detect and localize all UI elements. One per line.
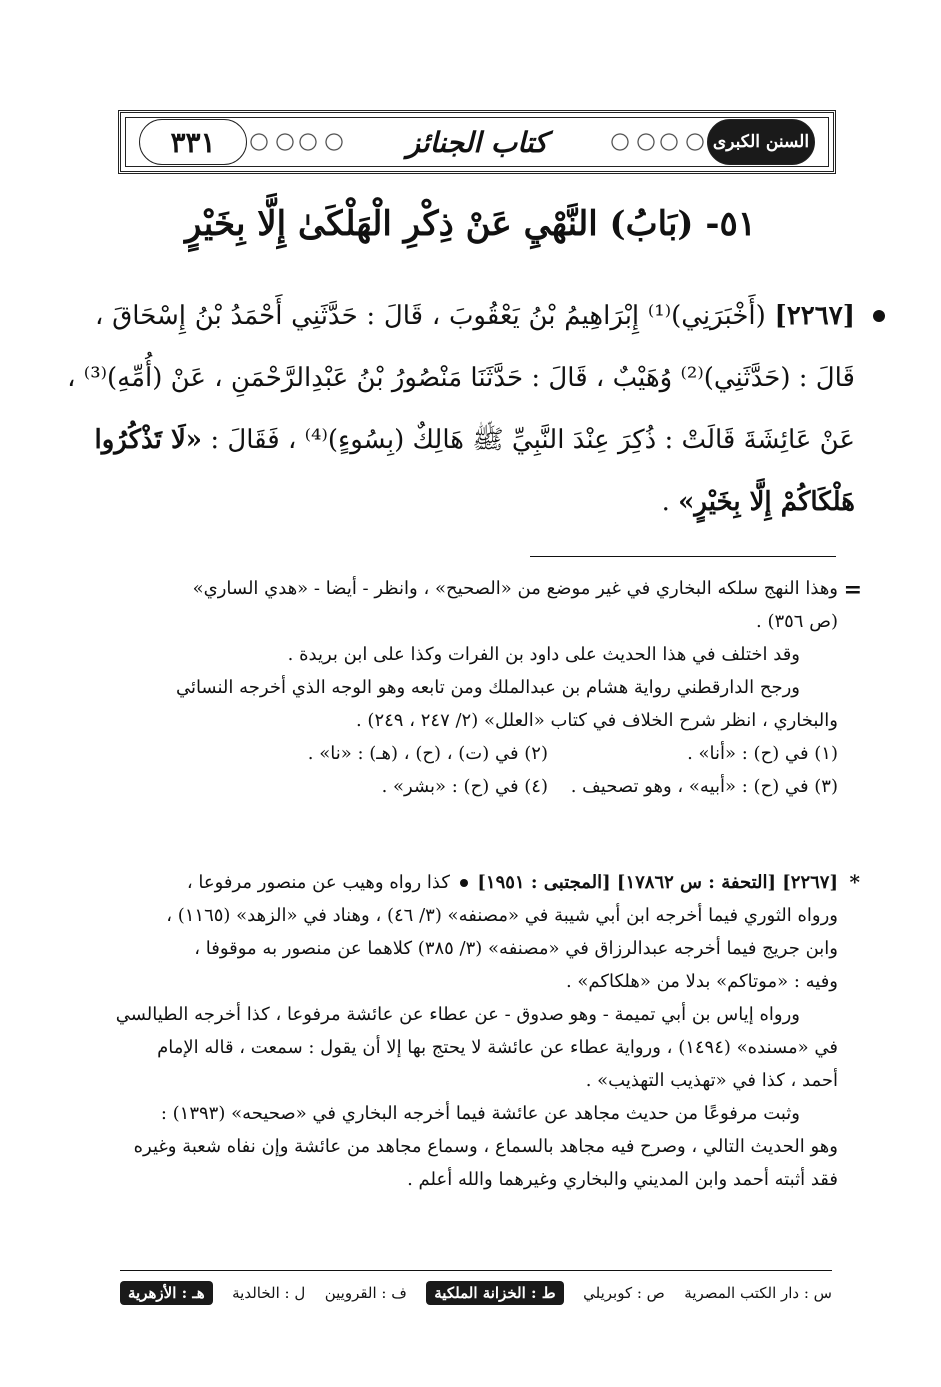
note-continuation-line-2: (ص ٣٥٦) . — [756, 611, 838, 632]
star-icon: * — [849, 870, 860, 894]
footnote-separator — [530, 556, 836, 557]
hadith-line-3-text: عَنْ عَائِشَةَ قَالَتْ : ذُكِرَ عِنْدَ النَّبِيِّ ﷺ هَالِكٌ (بِسُوءٍ)⁽⁴⁾ ، فَقَالَ : — [210, 425, 855, 455]
page-header — [118, 110, 836, 174]
prophetic-saying-end: هَلْكَاكُمْ إِلَّا بِخَيْرٍ» — [678, 487, 855, 517]
hadith-line-2: قَالَ : (حَدَّثَنِي)⁽²⁾ وُهَيْبٌ ، قَالَ : حَدَّثَنَا مَنْصُورُ بْنُ عَبْدِالرَّحْمَنِ ، عَنْ (أُمِّهِ)⁽³⁾ ، — [67, 363, 855, 393]
prophetic-saying-start: «لَا تَذْكُرُوا — [94, 425, 203, 455]
ornament-right-2 — [608, 123, 658, 161]
hadith-line-4 — [95, 471, 855, 533]
ornament-left-2 — [296, 123, 346, 161]
hadith-text — [67, 285, 856, 533]
takhrij-line-7: أحمد ، كذا في «تهذيب التهذيب» . — [585, 1070, 838, 1091]
takhrij-line-10: فقد أثبته أحمد وابن المديني والبخاري وغيرهما والله أعلم . — [407, 1169, 838, 1190]
hadith-end-period: . — [661, 487, 679, 517]
chapter-title: ٥١- (بَابُ) النَّهْيِ عَنْ ذِكْرِ الْهَلْكَىٰ إِلَّا بِخَيْرٍ — [185, 204, 756, 244]
bullet-icon — [460, 879, 468, 887]
footnote-3: (٣) في (ح) : «أبيه» ، وهو تصحيف . — [570, 776, 838, 797]
takhrij-line-5: ورواه إياس بن أبي تميمة - وهو صدوق - عن عطاء عن عائشة مرفوعا ، كذا أخرجه الطيالسي — [115, 1004, 800, 1025]
takhrij-line-6: في «مسنده» (١٤٩٤) ، ورواية عطاء عن عائشة لا يحتج بها إلا أن يقول : سمعت ، قاله الإمام — [157, 1037, 838, 1058]
note-paragraph-2-line-1: ورجح الدارقطني رواية هشام بن عبدالملك ومن تابعه وهو الوجه الذي أخرجه النسائي — [175, 677, 800, 698]
takhrij-line-1 — [98, 866, 838, 899]
book-logo-cartouche — [707, 119, 815, 165]
ornament-right-1 — [657, 123, 707, 161]
page-number-cartouche — [139, 119, 247, 165]
takhrij-line-9: وهو الحديث التالي ، وصرح فيه مجاهد بالسماع ، وسماع مجاهد من عائشة وإن نفاه شعبة وغيره — [133, 1136, 838, 1157]
hadith-line-3 — [95, 409, 855, 471]
page-number: ٣٣١ — [170, 125, 216, 159]
legend-ta: ط : الخزانة الملكية — [426, 1281, 563, 1305]
legend-separator — [120, 1270, 832, 1271]
footnote-4: (٤) في (ح) : «بشر» . — [381, 776, 548, 797]
footnotes — [98, 572, 862, 803]
takhrij-line-4: وفيه : «موتاكم» بدلا من «هلكاكم» . — [565, 971, 838, 992]
takhrij-line-3: وابن جريج فيما أخرجه عبدالرزاق في «مصنفه» (٣/ ٣٨٥) كلاهما عن منصور به موقوفا ، — [194, 938, 838, 959]
legend-lam: ل : الخالدية — [232, 1284, 306, 1302]
book-title: كتاب الجنائز — [406, 125, 548, 159]
note-paragraph-2-line-2: والبخاري ، انظر شرح الخلاف في كتاب «العلل» (٢/ ٢٤٧ ، ٢٤٩) . — [355, 710, 838, 731]
book-logo: السنن الكبرى — [712, 132, 810, 152]
manuscript-legend — [120, 1277, 832, 1309]
hadith-number: [٢٢٦٧] — [774, 301, 856, 331]
footnotes-row-2 — [98, 770, 838, 803]
continuation-mark: = — [843, 577, 862, 603]
note-continuation-line-1: وهذا النهج سلكه البخاري في غير موضع من «الصحيح» ، وانظر - أيضا - «هدي الساري» — [192, 578, 838, 599]
legend-sad: ص : كوبريلي — [583, 1284, 665, 1302]
legend-ha: هـ : الأزهرية — [120, 1281, 213, 1305]
footnotes-row-1 — [98, 737, 838, 770]
takhrij-references: [٢٢٦٧] [التحفة : س ١٧٨٦٢] [المجتبى : ١٩٥١] — [477, 872, 838, 893]
ornament-left-1 — [247, 123, 297, 161]
note-paragraph-1: وقد اختلف في هذا الحديث على داود بن الفرات وكذا على ابن بريدة . — [287, 644, 800, 665]
takhrij-line-1-text: كذا رواه وهيب عن منصور مرفوعا ، — [186, 872, 450, 893]
takhrij-line-2: ورواه الثوري فيما أخرجه ابن أبي شيبة في «مصنفه» (٣/ ٤٦) ، وهناد في «الزهد» (١١٦٥) ، — [166, 905, 838, 926]
footnote-2: (٢) في (ت) ، (ح) ، (هـ) : «نا» . — [307, 743, 548, 764]
bullet-icon — [873, 310, 885, 322]
takhrij-section — [98, 866, 860, 1196]
legend-fa: ف : القرويين — [324, 1284, 407, 1302]
hadith-line-1-text: (أَخْبَرَنِي)⁽¹⁾ إِبْرَاهِيمُ بْنُ يَعْقُوبَ ، قَالَ : حَدَّثَنِي أَحْمَدُ بْنُ إِسْحَاقَ ، — [95, 301, 766, 331]
hadith-line-1 — [95, 285, 855, 347]
takhrij-line-8: وثبت مرفوعًا من حديث مجاهد عن عائشة فيما أخرجه البخاري في «صحيحه» (١٣٩٣) : — [160, 1103, 800, 1124]
footnote-1: (١) في (ح) : «أنا» . — [687, 743, 838, 764]
legend-s: س : دار الكتب المصرية — [684, 1284, 832, 1302]
